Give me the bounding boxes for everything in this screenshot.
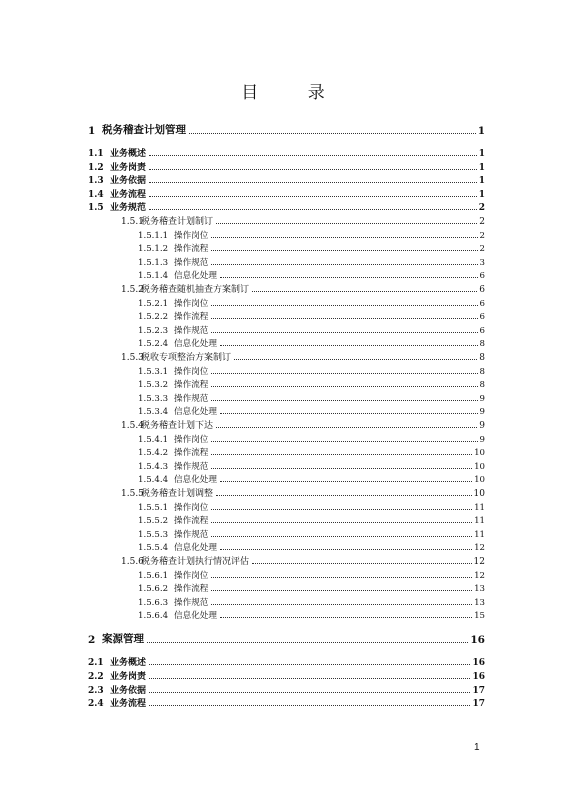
toc-entry-label: 操作规范 xyxy=(174,529,209,540)
toc-entry[interactable] xyxy=(121,282,485,295)
toc-dot-leader xyxy=(220,616,472,618)
toc-dot-leader xyxy=(211,385,477,387)
toc-entry-number: 1.5.3.4 xyxy=(138,407,169,418)
toc-entry-page: 9 xyxy=(479,421,485,431)
toc-entry-page: 2 xyxy=(479,217,485,227)
toc-entry-page: 1 xyxy=(478,176,485,187)
toc-dot-leader xyxy=(149,181,477,183)
toc-dot-leader xyxy=(211,589,472,591)
toc-entry-label: 业务流程 xyxy=(110,699,147,710)
toc-dot-leader xyxy=(220,344,478,346)
toc-entry[interactable] xyxy=(88,146,485,159)
toc-entry-label: 操作岗位 xyxy=(174,230,209,241)
toc-dot-leader xyxy=(220,548,472,550)
toc-entry-label: 操作岗位 xyxy=(174,434,209,445)
toc-entry-page: 9 xyxy=(479,434,485,445)
toc-entry-number: 1.5.5.1 xyxy=(138,502,169,513)
toc-entry-label: 操作流程 xyxy=(174,584,209,595)
toc-dot-leader xyxy=(211,508,472,510)
toc-entry-label: 信息化处理 xyxy=(174,271,217,282)
toc-dot-leader xyxy=(252,290,477,292)
toc-entry-page: 9 xyxy=(479,407,485,418)
toc-entry[interactable] xyxy=(88,683,485,696)
toc-entry-label: 操作流程 xyxy=(174,380,209,391)
toc-entry-number: 1.5.4.1 xyxy=(138,434,169,445)
toc-dot-leader xyxy=(149,704,470,706)
toc-entry-page: 2 xyxy=(479,230,485,241)
toc-entry-page: 8 xyxy=(479,339,485,350)
toc-dot-leader xyxy=(211,603,472,605)
toc-entry-number: 1.5.3.1 xyxy=(138,366,169,377)
toc-entry-number: 1.5.3.3 xyxy=(138,393,169,404)
toc-entry[interactable] xyxy=(138,336,485,349)
toc-entry-label: 业务岗责 xyxy=(110,672,147,682)
toc-entry-label: 业务概述 xyxy=(110,149,147,159)
toc-entry[interactable] xyxy=(138,323,485,336)
toc-entry-page: 10 xyxy=(474,448,485,459)
toc-entry-label: 信息化处理 xyxy=(174,407,217,418)
toc-entry-page: 1 xyxy=(477,125,485,137)
toc-entry[interactable] xyxy=(138,432,485,445)
toc-entry-label: 操作流程 xyxy=(174,448,209,459)
toc-entry[interactable] xyxy=(138,500,485,513)
toc-entry-label: 操作规范 xyxy=(174,257,209,268)
toc-dot-leader xyxy=(211,576,472,578)
toc-entry-number: 1.5.5.2 xyxy=(138,516,169,527)
toc-entry-page: 16 xyxy=(472,658,485,669)
toc-dot-leader xyxy=(211,331,477,333)
toc-entry[interactable] xyxy=(88,200,485,213)
toc-entry-label: 操作规范 xyxy=(174,597,209,608)
toc-dot-leader xyxy=(252,562,472,564)
toc-entry[interactable] xyxy=(121,418,485,431)
toc-entry-number: 1.5 xyxy=(88,203,104,214)
toc-entry[interactable] xyxy=(138,377,485,390)
toc-entry-number: 1 xyxy=(88,125,96,137)
toc-entry-label: 信息化处理 xyxy=(174,339,217,350)
toc-entry-page: 8 xyxy=(479,380,485,391)
page-number: 1 xyxy=(474,742,480,753)
toc-entry-page: 6 xyxy=(479,285,485,295)
toc-entry-number: 1.5.3.2 xyxy=(138,380,169,391)
toc-entry-label: 业务规范 xyxy=(110,203,147,214)
toc-entry-number: 1.5.5.3 xyxy=(138,529,169,540)
toc-entry-page: 2 xyxy=(478,203,485,214)
toc-dot-leader xyxy=(149,677,470,679)
toc-entry-page: 8 xyxy=(479,366,485,377)
toc-dot-leader xyxy=(211,467,472,469)
toc-entry-label: 税务稽查计划制订 xyxy=(141,217,214,227)
toc-dot-leader xyxy=(220,480,472,482)
toc-entry-label: 操作流程 xyxy=(174,312,209,323)
toc-entry-label: 操作流程 xyxy=(174,516,209,527)
toc-entry-label: 操作规范 xyxy=(174,325,209,336)
toc-entry[interactable] xyxy=(138,595,485,608)
toc-entry-page: 10 xyxy=(474,461,485,472)
toc-entry-label: 税收专项整治方案制订 xyxy=(141,353,232,363)
toc-entry-number: 1.5.2 xyxy=(121,285,144,295)
toc-entry[interactable] xyxy=(88,669,485,682)
toc-entry-number: 1.1 xyxy=(88,149,104,159)
toc-entry[interactable] xyxy=(88,160,485,173)
toc-entry[interactable] xyxy=(121,554,485,567)
toc-entry-label: 税务稽查计划下达 xyxy=(141,421,214,431)
toc-entry-number: 1.5.4.2 xyxy=(138,448,169,459)
toc-entry-number: 1.5.2.4 xyxy=(138,339,169,350)
toc-dot-leader xyxy=(211,372,477,374)
toc-entry-label: 信息化处理 xyxy=(174,543,217,554)
toc-dot-leader xyxy=(149,663,470,665)
toc-entry[interactable] xyxy=(88,633,485,646)
toc-entry[interactable] xyxy=(88,124,485,137)
toc-entry[interactable] xyxy=(138,268,485,281)
toc-dot-leader xyxy=(211,249,477,251)
toc-entry-page: 17 xyxy=(472,685,485,696)
toc-dot-leader xyxy=(211,263,477,265)
toc-entry-label: 操作流程 xyxy=(174,244,209,255)
toc-entry[interactable] xyxy=(138,527,485,540)
toc-entry-number: 2.4 xyxy=(88,699,104,710)
toc-entry[interactable] xyxy=(138,459,485,472)
toc-entry-page: 15 xyxy=(474,611,485,622)
toc-dot-leader xyxy=(211,399,477,401)
toc-entry-page: 11 xyxy=(474,529,485,540)
toc-entry-page: 11 xyxy=(474,502,485,513)
toc-entry-number: 1.5.6.3 xyxy=(138,597,169,608)
toc-dot-leader xyxy=(216,426,477,428)
toc-dot-leader xyxy=(149,208,477,210)
toc-entry-label: 操作岗位 xyxy=(174,298,209,309)
toc-entry[interactable] xyxy=(121,486,485,499)
toc-entry-label: 操作岗位 xyxy=(174,366,209,377)
toc-entry[interactable] xyxy=(138,296,485,309)
toc-entry-page: 12 xyxy=(474,570,485,581)
toc-entry-page: 10 xyxy=(473,489,485,499)
toc-entry[interactable] xyxy=(138,309,485,322)
toc-entry-number: 1.5.1.3 xyxy=(138,257,169,268)
toc-entry-label: 税务稽查计划管理 xyxy=(102,124,186,136)
toc-entry-number: 1.5.3 xyxy=(121,353,144,363)
toc-entry-number: 1.5.4.4 xyxy=(138,475,169,486)
toc-dot-leader xyxy=(189,132,476,134)
toc-dot-leader xyxy=(216,222,477,224)
toc-entry-label: 业务岗责 xyxy=(110,162,147,173)
toc-entry[interactable] xyxy=(138,568,485,581)
toc-dot-leader xyxy=(211,521,472,523)
toc-entry-number: 1.3 xyxy=(88,176,104,187)
toc-entry-label: 税务稽查随机抽查方案制订 xyxy=(141,285,250,295)
toc-entry-number: 1.5.2.1 xyxy=(138,298,169,309)
toc-entry[interactable] xyxy=(138,540,485,553)
toc-dot-leader xyxy=(149,154,477,156)
toc-entry-number: 1.5.2.2 xyxy=(138,312,169,323)
toc-entry-number: 2.3 xyxy=(88,685,104,696)
toc-entry[interactable] xyxy=(88,655,485,668)
toc-entry-label: 操作岗位 xyxy=(174,502,209,513)
toc-entry-page: 10 xyxy=(474,475,485,486)
toc-entry[interactable] xyxy=(121,214,485,227)
toc-entry-label: 操作岗位 xyxy=(174,570,209,581)
toc-entry-number: 1.5.1 xyxy=(121,217,144,227)
toc-entry-label: 业务流程 xyxy=(110,189,147,200)
toc-entry[interactable] xyxy=(138,241,485,254)
toc-entry-page: 17 xyxy=(472,699,485,710)
toc-entry-page: 8 xyxy=(479,353,485,363)
toc-title: 目 录 xyxy=(241,83,347,103)
toc-dot-leader xyxy=(149,195,477,197)
toc-dot-leader xyxy=(147,641,468,643)
toc-entry-number: 1.5.6.1 xyxy=(138,570,169,581)
toc-entry-number: 1.5.5.4 xyxy=(138,543,169,554)
toc-entry[interactable] xyxy=(138,228,485,241)
toc-entry-number: 1.5.1.1 xyxy=(138,230,169,241)
toc-entry-page: 1 xyxy=(478,189,485,200)
toc-dot-leader xyxy=(211,453,472,455)
toc-dot-leader xyxy=(149,168,477,170)
toc-dot-leader xyxy=(220,276,478,278)
toc-entry-label: 案源管理 xyxy=(102,633,144,646)
toc-entry-label: 操作规范 xyxy=(174,393,209,404)
toc-entry-page: 1 xyxy=(478,149,485,159)
toc-entry[interactable] xyxy=(138,445,485,458)
toc-entry-page: 3 xyxy=(479,257,485,268)
toc-entry-page: 12 xyxy=(474,543,485,554)
toc-entry-number: 1.2 xyxy=(88,162,104,173)
toc-entry[interactable] xyxy=(138,608,485,621)
toc-entry-page: 6 xyxy=(479,298,485,309)
toc-entry-page: 16 xyxy=(472,672,485,682)
toc-entry-number: 2 xyxy=(88,634,96,647)
toc-entry-page: 13 xyxy=(474,584,485,595)
toc-entry-number: 1.5.2.3 xyxy=(138,325,169,336)
toc-entry-page: 16 xyxy=(470,634,485,647)
toc-entry-number: 1.5.1.2 xyxy=(138,244,169,255)
toc-entry-number: 1.5.4 xyxy=(121,421,144,431)
toc-entry-page: 12 xyxy=(473,557,485,567)
toc-entry-page: 2 xyxy=(479,244,485,255)
toc-entry-label: 税务稽查计划调整 xyxy=(141,489,214,499)
toc-dot-leader xyxy=(211,304,477,306)
toc-entry-page: 6 xyxy=(479,271,485,282)
toc-dot-leader xyxy=(211,236,477,238)
toc-entry-number: 1.5.6.2 xyxy=(138,584,169,595)
toc-entry[interactable] xyxy=(138,391,485,404)
toc-entry-label: 业务依据 xyxy=(110,685,147,696)
toc-dot-leader xyxy=(216,494,472,496)
toc-entry-number: 1.5.4.3 xyxy=(138,461,169,472)
toc-entry-number: 2.1 xyxy=(88,658,104,669)
toc-entry-number: 2.2 xyxy=(88,672,104,682)
toc-entry-number: 1.5.5 xyxy=(121,489,144,499)
toc-entry-number: 1.4 xyxy=(88,189,104,200)
toc-entry[interactable] xyxy=(88,173,485,186)
toc-entry[interactable] xyxy=(138,472,485,485)
toc-entry-page: 9 xyxy=(479,393,485,404)
toc-entry-page: 6 xyxy=(479,325,485,336)
toc-entry-number: 1.5.6 xyxy=(121,557,144,567)
toc-dot-leader xyxy=(234,358,477,360)
toc-entry-number: 1.5.1.4 xyxy=(138,271,169,282)
toc-entry-label: 业务概述 xyxy=(110,658,147,669)
toc-entry[interactable] xyxy=(138,364,485,377)
toc-entry[interactable] xyxy=(121,350,485,363)
toc-entry-number: 1.5.6.4 xyxy=(138,611,169,622)
toc-entry[interactable] xyxy=(88,696,485,709)
toc-dot-leader xyxy=(149,691,470,693)
toc-entry-page: 11 xyxy=(474,516,485,527)
toc-dot-leader xyxy=(211,535,472,537)
toc-entry-label: 操作规范 xyxy=(174,461,209,472)
toc-entry[interactable] xyxy=(138,581,485,594)
toc-entry-label: 信息化处理 xyxy=(174,475,217,486)
toc-dot-leader xyxy=(220,412,478,414)
toc-entry-label: 业务依据 xyxy=(110,176,147,187)
toc-dot-leader xyxy=(211,317,477,319)
toc-entry-label: 信息化处理 xyxy=(174,611,217,622)
toc-entry[interactable] xyxy=(88,187,485,200)
toc-entry-label: 税务稽查计划执行情况评估 xyxy=(141,557,250,567)
toc-entry[interactable] xyxy=(138,513,485,526)
toc-entry[interactable] xyxy=(138,255,485,268)
toc-entry-page: 1 xyxy=(478,162,485,173)
toc-entry-page: 6 xyxy=(479,312,485,323)
toc-dot-leader xyxy=(211,440,477,442)
toc-entry-page: 13 xyxy=(474,597,485,608)
toc-entry[interactable] xyxy=(138,404,485,417)
